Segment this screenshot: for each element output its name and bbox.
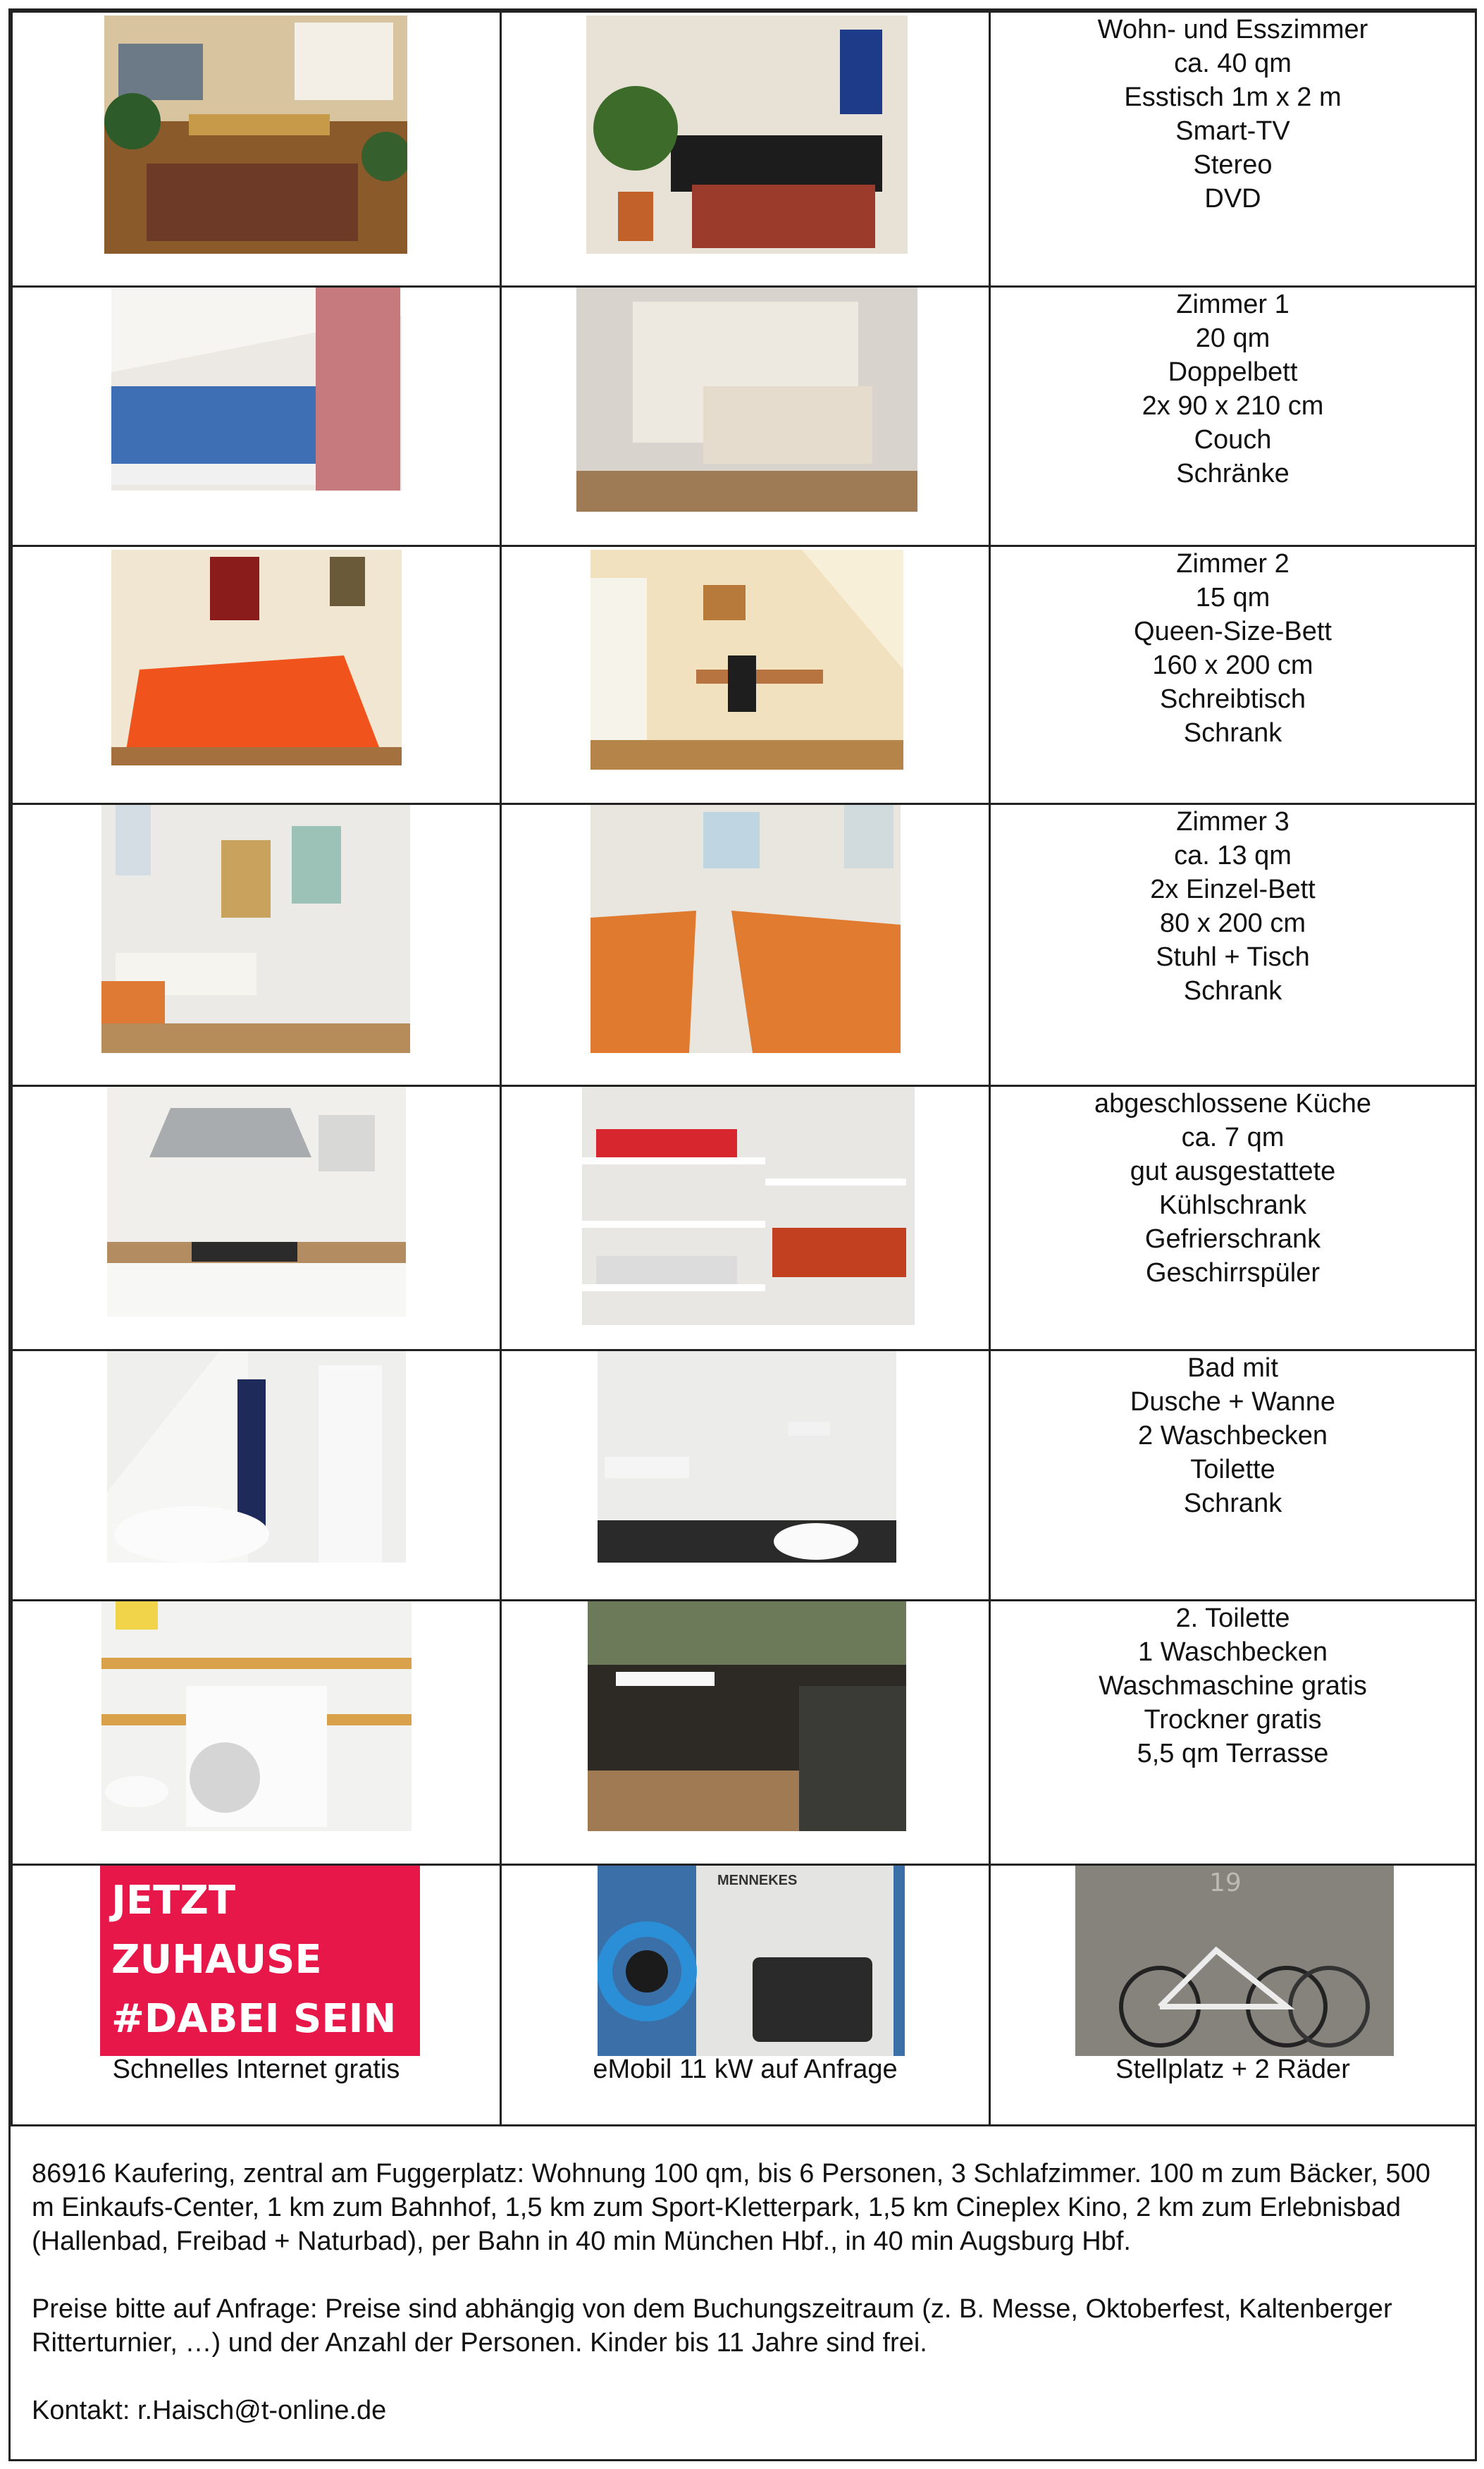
desc-line: Gefrierschrank xyxy=(1144,1224,1321,1254)
photo-cell xyxy=(501,1350,990,1601)
room2-description xyxy=(990,546,1476,804)
desc-line: Waschmaschine gratis xyxy=(1099,1671,1367,1701)
photo-cell xyxy=(501,546,990,804)
prices-paragraph: Preise bitte auf Anfrage: Preise sind abhängig von dem Buchungszeitraum (z. B. Messe, Oktoberfest, Kaltenberger Ritterturnier, …) und der Anzahl der Personen. Kinder bis 11 Jahre sind frei. xyxy=(32,2294,1392,2358)
internet-caption: Schnelles Internet gratis xyxy=(112,2055,400,2084)
ev-charger-illustration xyxy=(598,1866,905,2056)
desc-line: Bad mit xyxy=(1187,1353,1278,1383)
internet-banner xyxy=(100,1866,420,2056)
desc-line: Stereo xyxy=(1193,150,1273,180)
table-row xyxy=(12,546,1476,804)
photo-cell xyxy=(12,804,501,1086)
desc-line: Wohn- und Esszimmer xyxy=(1097,15,1368,44)
desc-line: Dusche + Wanne xyxy=(1130,1387,1336,1417)
desc-line: Toilette xyxy=(1190,1455,1275,1484)
table-row xyxy=(12,1086,1476,1350)
desc-line: 80 x 200 cm xyxy=(1160,909,1306,938)
photo-cell xyxy=(501,1086,990,1350)
desc-line: Esstisch 1m x 2 m xyxy=(1124,82,1342,112)
photo-cell xyxy=(12,546,501,804)
room3-two-beds-photo xyxy=(590,805,901,1053)
apartment-sheet xyxy=(8,8,1477,2461)
desc-line: 2x Einzel-Bett xyxy=(1150,875,1316,904)
room1-bed-photo xyxy=(111,288,402,491)
desc-line: abgeschlossene Küche xyxy=(1094,1089,1371,1119)
desc-line: Zimmer 2 xyxy=(1176,549,1290,579)
photo-cell xyxy=(990,1865,1476,2126)
photo-cell xyxy=(501,287,990,546)
desc-line: ca. 13 qm xyxy=(1174,841,1292,870)
room2-desk-photo xyxy=(590,550,903,770)
kitchen-description xyxy=(990,1086,1476,1350)
photo-cell xyxy=(501,804,990,1086)
kitchen-stove-photo xyxy=(107,1087,406,1317)
desc-line: Trockner gratis xyxy=(1144,1705,1322,1735)
desc-line: 2 Waschbecken xyxy=(1138,1421,1328,1451)
desc-line: Schrank xyxy=(1183,976,1282,1006)
desc-line: Smart-TV xyxy=(1175,116,1290,146)
desc-line: Queen-Size-Bett xyxy=(1134,617,1332,646)
photo-cell xyxy=(501,12,990,287)
table-row xyxy=(12,1865,1476,2126)
desc-line: 5,5 qm Terrasse xyxy=(1137,1739,1329,1768)
bathroom-tub-photo xyxy=(107,1351,406,1563)
desc-line: gut ausgestattete xyxy=(1130,1157,1336,1186)
photo-cell xyxy=(12,1601,501,1865)
room1-description xyxy=(990,287,1476,546)
desc-line: Schrank xyxy=(1183,718,1282,748)
desc-line: Schränke xyxy=(1176,459,1290,488)
room1-couch-photo xyxy=(576,288,917,512)
table-row xyxy=(12,804,1476,1086)
photo-cell xyxy=(12,1865,501,2126)
desc-line: ca. 7 qm xyxy=(1181,1123,1285,1152)
table-row xyxy=(12,1601,1476,1865)
bathroom-description xyxy=(990,1350,1476,1601)
photo-cell xyxy=(12,287,501,546)
living-room-description xyxy=(990,12,1476,287)
table-row xyxy=(12,12,1476,287)
bicycles-photo xyxy=(1075,1866,1394,2056)
desc-line: Zimmer 3 xyxy=(1176,807,1290,837)
desc-line: Stuhl + Tisch xyxy=(1156,942,1310,972)
table-row xyxy=(12,1350,1476,1601)
desc-line: Doppelbett xyxy=(1168,357,1298,387)
desc-line: 1 Waschbecken xyxy=(1138,1637,1328,1667)
bathroom-toilet-photo xyxy=(598,1351,896,1563)
footer-info xyxy=(11,2136,1475,2458)
desc-line: Couch xyxy=(1194,425,1272,455)
desc-line: 2. Toilette xyxy=(1175,1603,1290,1633)
desc-line: DVD xyxy=(1204,184,1261,214)
living-room-sofa-photo xyxy=(586,16,908,254)
room3-single-bed-photo xyxy=(101,805,410,1053)
living-dining-photo xyxy=(104,16,407,254)
desc-line: Geschirrspüler xyxy=(1145,1258,1321,1288)
banner-line: JETZT ZUHAUSE xyxy=(111,1878,322,1983)
contact-paragraph: Kontakt: r.Haisch@t-online.de xyxy=(32,2396,387,2425)
desc-line: 15 qm xyxy=(1195,583,1270,612)
photo-cell xyxy=(501,1865,990,2126)
banner-line: #DABEI SEIN xyxy=(111,1996,397,2042)
second-toilet-washer-photo xyxy=(101,1601,412,1831)
ev-charger-photo xyxy=(598,1866,905,2056)
emobil-caption: eMobil 11 kW auf Anfrage xyxy=(593,2055,898,2084)
desc-line: Zimmer 1 xyxy=(1176,290,1290,319)
photo-cell xyxy=(12,12,501,287)
room2-bed-photo xyxy=(111,550,402,765)
apartment-table xyxy=(11,11,1477,2126)
desc-line: Kühlschrank xyxy=(1158,1190,1307,1220)
desc-line: Schreibtisch xyxy=(1160,684,1306,714)
room3-description xyxy=(990,804,1476,1086)
desc-line: 20 qm xyxy=(1195,324,1270,353)
desc-line: Schrank xyxy=(1183,1489,1282,1518)
desc-line: 2x 90 x 210 cm xyxy=(1142,391,1324,421)
parking-number: 19 xyxy=(1209,1868,1242,1897)
photo-cell xyxy=(12,1086,501,1350)
desc-line: 160 x 200 cm xyxy=(1152,651,1313,680)
toilet-terrace-description xyxy=(990,1601,1476,1865)
parking-caption: Stellplatz + 2 Räder xyxy=(1115,2055,1350,2084)
photo-cell xyxy=(501,1601,990,1865)
charger-brand-label: MENNEKES xyxy=(717,1873,798,1888)
kitchen-shelves-photo xyxy=(582,1087,915,1325)
location-paragraph: 86916 Kaufering, zentral am Fuggerplatz: Wohnung 100 qm, bis 6 Personen, 3 Schlafzimmer. 100 m zum Bäcker, 500 m Einkaufs-Center, 1 km zum Bahnhof, 1,5 km zum Sport-Kletterpark, 1,5 km Cineplex Kino, 2 km zum Erlebnisbad (Hallenbad, Freibad + Naturbad), per Bahn in 40 min München Hbf., in 40 min Augsburg Hbf. xyxy=(32,2159,1430,2256)
terrace-photo xyxy=(588,1601,906,1831)
desc-line: ca. 40 qm xyxy=(1174,49,1292,78)
table-row xyxy=(12,287,1476,546)
photo-cell xyxy=(12,1350,501,1601)
